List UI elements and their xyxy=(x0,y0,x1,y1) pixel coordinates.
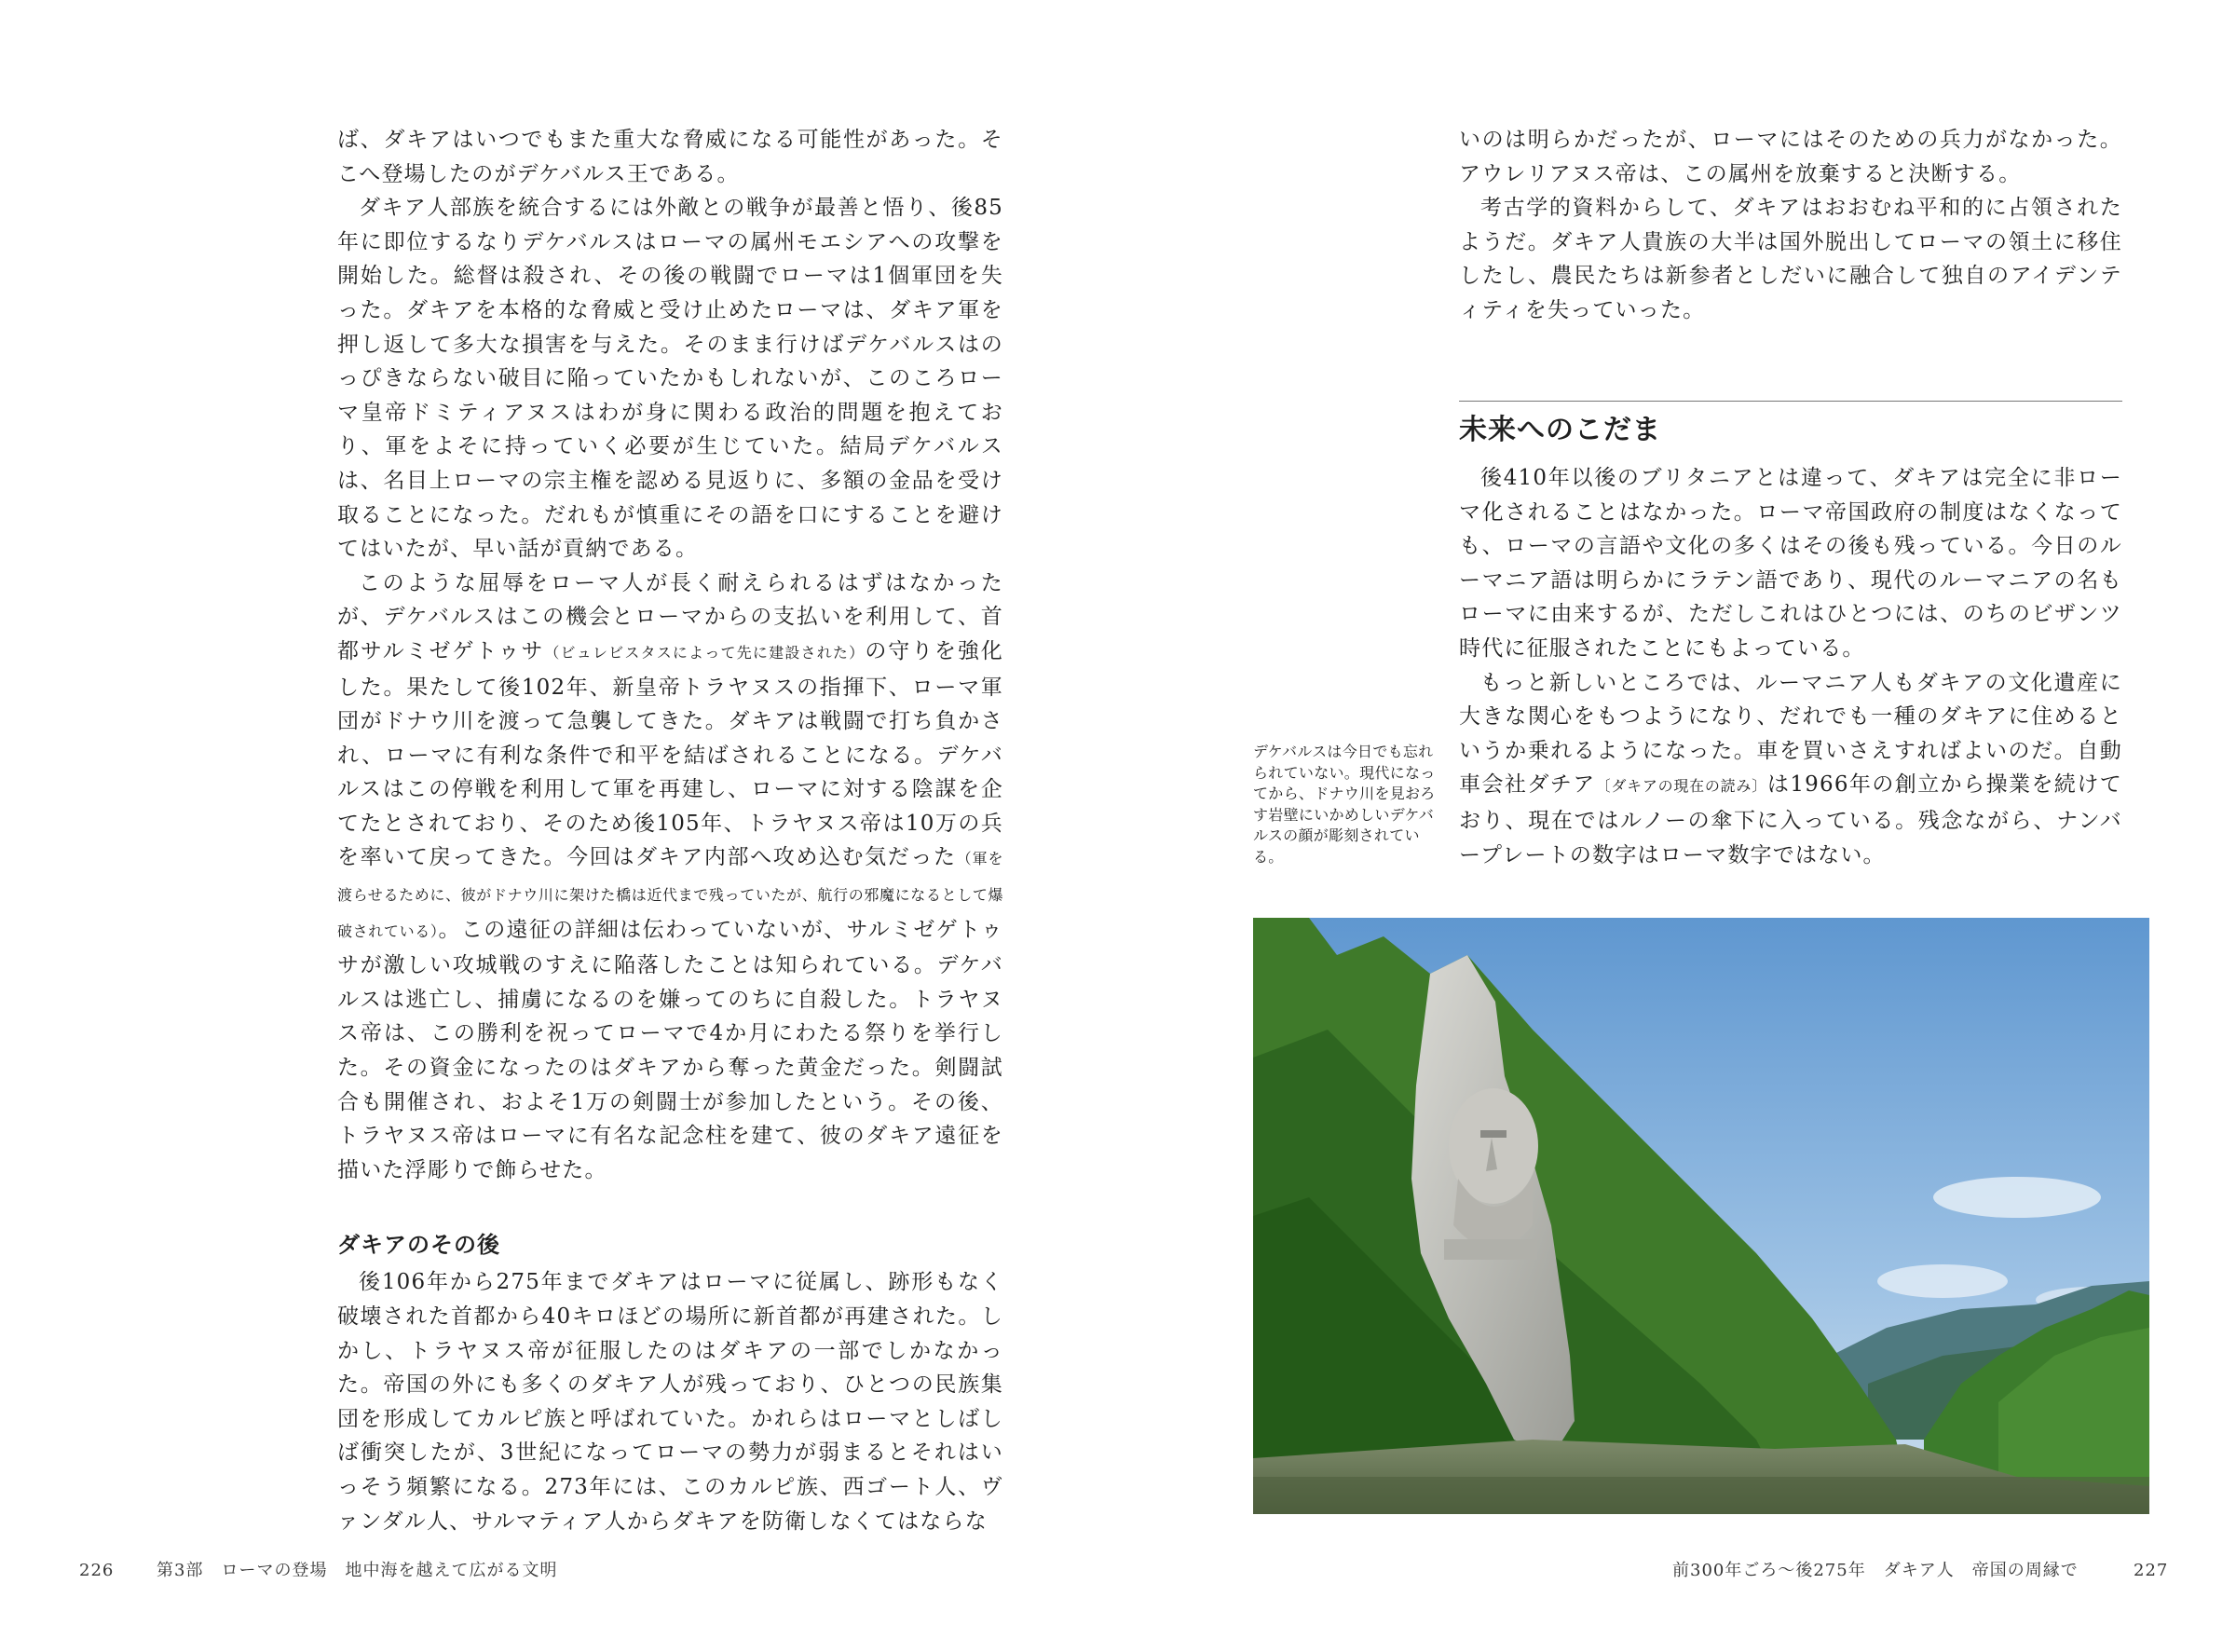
page-number-left: 226 xyxy=(79,1561,115,1580)
right-page-section-text xyxy=(1459,461,2122,872)
text-run: 。この遠征の詳細は伝わっていないが、サルミゼゲトゥサが激しい攻城戦のすえに陥落したことは知られている。デケバルスは逃亡し、捕虜になるのを嫌ってのちに自殺した。トラヤヌス帝は、この勝利を祝ってローマで4か月にわたる祭りを挙行した。その資金になったのはダキアから奪った黄金だった。剣闘試合も開催され、およそ1万の剣闘士が参加したという。その後、トラヤヌス帝はローマに有名な記念柱を建て、彼のダキア遠征を描いた浮彫りで飾らせた。 xyxy=(337,917,1003,1182)
paragraph: 考古学的資料からして、ダキアはおおむね平和的に占領されたようだ。ダキア人貴族の大半は国外脱出してローマの領土に移住したし、農民たちは新参者としだいに融合して独自のアイデンティティを失っていった。 xyxy=(1459,196,2122,322)
paragraph: 後410年以後のブリタニアとは違って、ダキアは完全に非ローマ化されることはなかった。ローマ帝国政府の制度はなくなっても、ローマの言語や文化の多くはその後も残っている。今日のルーマニア語は明らかにラテン語であり、現代のルーマニアの名もローマに由来するが、ただしこれはひとつには、のちのビザンツ時代に征服されたことにもよっている。 xyxy=(1459,466,2122,661)
decebalus-photo xyxy=(1253,918,2149,1514)
subheading: ダキアのその後 xyxy=(337,1232,500,1259)
right-page-top-text xyxy=(1459,123,2122,328)
text-run: は1966年の創立から操業を続けており、現在ではルノーの傘下に入っている。残念ながら、ナンバープレートの数字はローマ数字ではない。 xyxy=(1459,772,2122,867)
paragraph: 後106年から275年までダキアはローマに従属し、跡形もなく破壊された首都から40キロほどの場所に新首都が再建された。しかし、トラヤヌス帝が征服したのはダキアの一部でしかなかった。帝国の外にも多くのダキア人が残っており、ひとつの民族集団を形成してカルピ族と呼ばれていた。かれらはローマとしばしば衝突したが、3世紀になってローマの勢力が弱まるとそれはいっそう頻繁になる。273年には、このカルピ族、西ゴート人、ヴァンダル人、サルマティア人からダキアを防衛しなくてはならな xyxy=(337,1270,1003,1534)
paragraph xyxy=(1459,666,2122,873)
paragraph: いのは明らかだったが、ローマにはそのための兵力がなかった。アウレリアヌス帝は、この属州を放棄すると決断する。 xyxy=(1459,128,2122,186)
paragraph: ば、ダキアはいつでもまた重大な脅威になる可能性があった。そこへ登場したのがデケバルス王である。 xyxy=(337,128,1003,186)
inline-note: （軍を渡らせるために、彼がドナウ川に架けた橋は近代まで残っていたが、航行の邪魔になるとして爆破されている） xyxy=(337,850,1003,940)
inline-note: 〔ダキアの現在の読み〕 xyxy=(1595,777,1767,796)
page-number-right: 227 xyxy=(2134,1561,2169,1580)
photo-caption: デケバルスは今日でも忘れられていない。現代になってから、ドナウ川を見おろす岩壁にいかめしいデケバルスの顔が彫刻されている。 xyxy=(1253,743,1436,866)
running-head-left: 第3部 ローマの登場 地中海を越えて広がる文明 xyxy=(157,1561,558,1580)
inline-note: （ビュレビスタスによって先に建設された） xyxy=(544,643,866,662)
paragraph xyxy=(337,567,1003,1188)
section-heading: 未来へのこだま xyxy=(1459,414,1661,446)
section-divider xyxy=(1459,401,2122,402)
text-run: このような屈辱をローマ人が長く耐えられるはずはなかったが、デケバルスはこの機会とローマからの支払いを利用して、首都サルミゼゲトゥサ xyxy=(337,570,1003,663)
running-head-right: 前300年ごろ〜後275年 ダキア人 帝国の周縁で xyxy=(1672,1561,2079,1580)
text-run: もっと新しいところでは、ルーマニア人もダキアの文化遺産に大きな関心をもつようになり、だれでも一種のダキアに住めるというか乗れるようになった。車を買いさえすればよいのだ。自動車会社ダチア xyxy=(1459,670,2122,798)
text-run: の守りを強化した。果たして後102年、新皇帝トラヤヌスの指揮下、ローマ軍団がドナウ川を渡って急襲してきた。ダキアは戦闘で打ち負かされ、ローマに有利な条件で和平を結ばされることになる。デケバルスはこの停戦を利用して軍を再建し、ローマに対する陰謀を企てたとされており、そのため後105年、トラヤヌス帝は10万の兵を率いて戻ってきた。今回はダキア内部へ攻め込む気だった xyxy=(337,638,1003,870)
paragraph: ダキア人部族を統合するには外敵との戦争が最善と悟り、後85年に即位するなりデケバルスはローマの属州モエシアへの攻撃を開始した。総督は殺され、その後の戦闘でローマは1個軍団を失った。ダキアを本格的な脅威と受け止めたローマは、ダキア軍を押し返して多大な損害を与えた。そのまま行けばデケバルスはのっぴきならない破目に陥っていたかもしれないが、このころローマ皇帝ドミティアヌスはわが身に関わる政治的問題を抱えており、軍をよそに持っていく必要が生じていた。結局デケバルスは、名目上ローマの宗主権を認める見返りに、多額の金品を受け取ることになった。だれもが慎重にその語を口にすることを避けてはいたが、早い話が貢納である。 xyxy=(337,196,1003,562)
left-page-text xyxy=(337,123,1003,1538)
